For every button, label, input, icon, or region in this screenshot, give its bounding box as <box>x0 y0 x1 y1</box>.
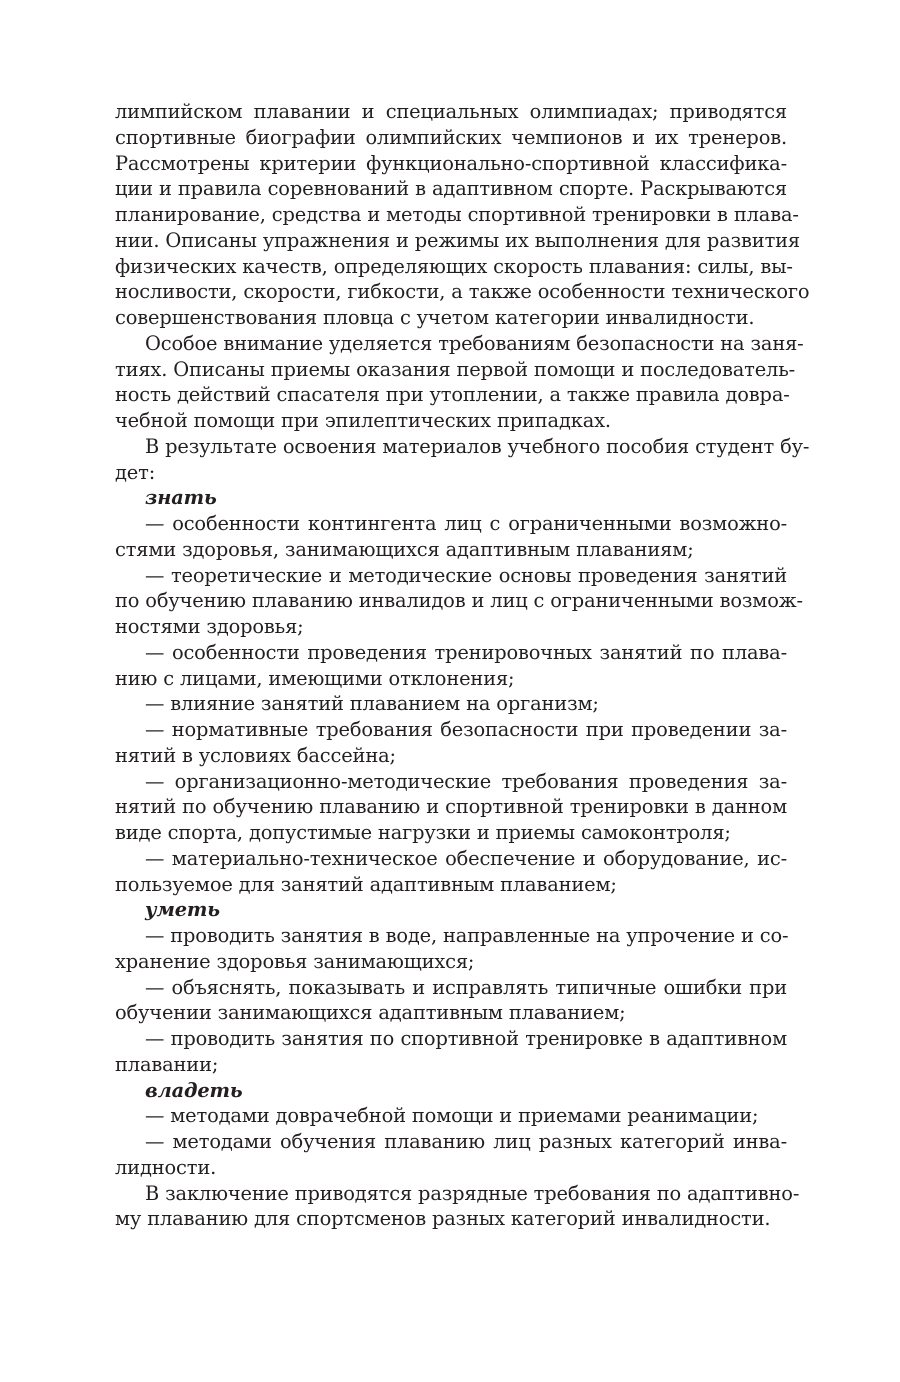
text-line: нятий в условиях бассейна; <box>115 743 396 767</box>
text-line: — объяснять, показывать и исправлять типичные ошибки при <box>145 975 787 999</box>
text-line: ностями здоровья; <box>115 615 304 638</box>
text-line: В заключение приводятся разрядные требования по адаптивно- <box>145 1181 800 1205</box>
text-line: пользуемое для занятий адаптивным плаванием; <box>115 872 617 896</box>
text-line: тиях. Описаны приемы оказания первой помощи и последователь- <box>115 357 796 381</box>
page-body <box>115 99 810 1232</box>
text-line: физических качеств, определяющих скорость плавания: силы, вы- <box>115 254 793 278</box>
list-item <box>115 511 787 563</box>
text-line: Особое внимание уделяется требованиям безопасности на заня- <box>145 331 804 355</box>
text-line: чебной помощи при эпилептических припадках. <box>115 409 611 432</box>
text-line: хранение здоровья занимающихся; <box>115 949 475 973</box>
section-heading <box>115 1078 787 1104</box>
body-paragraph <box>115 331 804 434</box>
text-line: нию с лицами, имеющими отклонения; <box>115 666 515 690</box>
list-item <box>115 717 787 769</box>
section-heading <box>115 897 787 923</box>
list-item <box>115 975 787 1027</box>
text-line: ции и правила соревнований в адаптивном спорте. Раскрываются <box>115 177 787 201</box>
text-line: нии. Описаны упражнения и режимы их выполнения для развития <box>115 228 800 252</box>
list-item <box>115 640 787 692</box>
list-item <box>115 846 787 898</box>
text-line: — методами доврачебной помощи и приемами реанимации; <box>145 1104 759 1128</box>
list-item <box>115 1129 787 1181</box>
text-line: — методами обучения плаванию лиц разных категорий инва- <box>145 1130 787 1153</box>
text-line: лидности. <box>115 1155 217 1179</box>
text-line: дет: <box>115 460 156 484</box>
text-line: — теоретические и методические основы проведения занятий <box>145 563 787 587</box>
text-line: — организационно-методические требования проведения за- <box>145 769 787 793</box>
list-item <box>115 923 787 975</box>
list-item <box>115 769 787 846</box>
body-paragraph <box>115 99 810 331</box>
text-line: нятий по обучению плаванию и спортивной тренировки в данном <box>115 795 787 819</box>
text-line: — проводить занятия по спортивной тренировке в адаптивном <box>145 1027 787 1050</box>
text-line: — материально-техническое обеспечение и оборудование, ис- <box>145 846 787 870</box>
heading-text: знать <box>145 486 217 510</box>
text-line: — особенности проведения тренировочных занятий по плава- <box>145 640 787 664</box>
text-line: обучении занимающихся адаптивным плаванием; <box>115 1001 626 1025</box>
text-line: по обучению плаванию инвалидов и лиц с ограниченными возмож- <box>115 589 803 613</box>
section-heading <box>115 485 787 511</box>
text-line: носливости, скорости, гибкости, а также особенности технического <box>115 280 810 304</box>
list-item <box>115 563 803 640</box>
text-line: — проводить занятия в воде, направленные на упрочение и со- <box>145 924 789 947</box>
text-line: совершенствования пловца с учетом категории инвалидности. <box>115 306 755 329</box>
list-item <box>115 691 787 717</box>
text-line: планирование, средства и методы спортивной тренировки в плава- <box>115 203 799 226</box>
text-line: — влияние занятий плаванием на организм; <box>145 692 599 716</box>
list-item <box>115 1026 787 1078</box>
text-line: спортивные биографии олимпийских чемпионов и их тренеров. <box>115 125 787 149</box>
text-line: му плаванию для спортсменов разных категорий инвалидности. <box>115 1207 771 1231</box>
text-line: ность действий спасателя при утоплении, а также правила довра- <box>115 383 790 407</box>
text-line: — нормативные требования безопасности при проведении за- <box>145 718 787 741</box>
text-line: стями здоровья, занимающихся адаптивным плаваниям; <box>115 537 694 561</box>
text-line: плавании; <box>115 1052 219 1076</box>
text-line: лимпийском плавании и специальных олимпиадах; приводятся <box>115 100 787 123</box>
body-paragraph <box>115 1181 800 1233</box>
heading-text: уметь <box>145 898 220 922</box>
heading-text: владеть <box>145 1078 243 1102</box>
list-item <box>115 1103 787 1129</box>
body-paragraph <box>115 434 810 486</box>
text-line: — особенности контингента лиц с ограниченными возможно- <box>145 512 787 535</box>
text-line: виде спорта, допустимые нагрузки и приемы самоконтроля; <box>115 821 731 844</box>
text-line: В результате освоения материалов учебного пособия студент бу- <box>145 434 810 458</box>
text-line: Рассмотрены критерии функционально-спортивной классифика- <box>115 151 787 175</box>
